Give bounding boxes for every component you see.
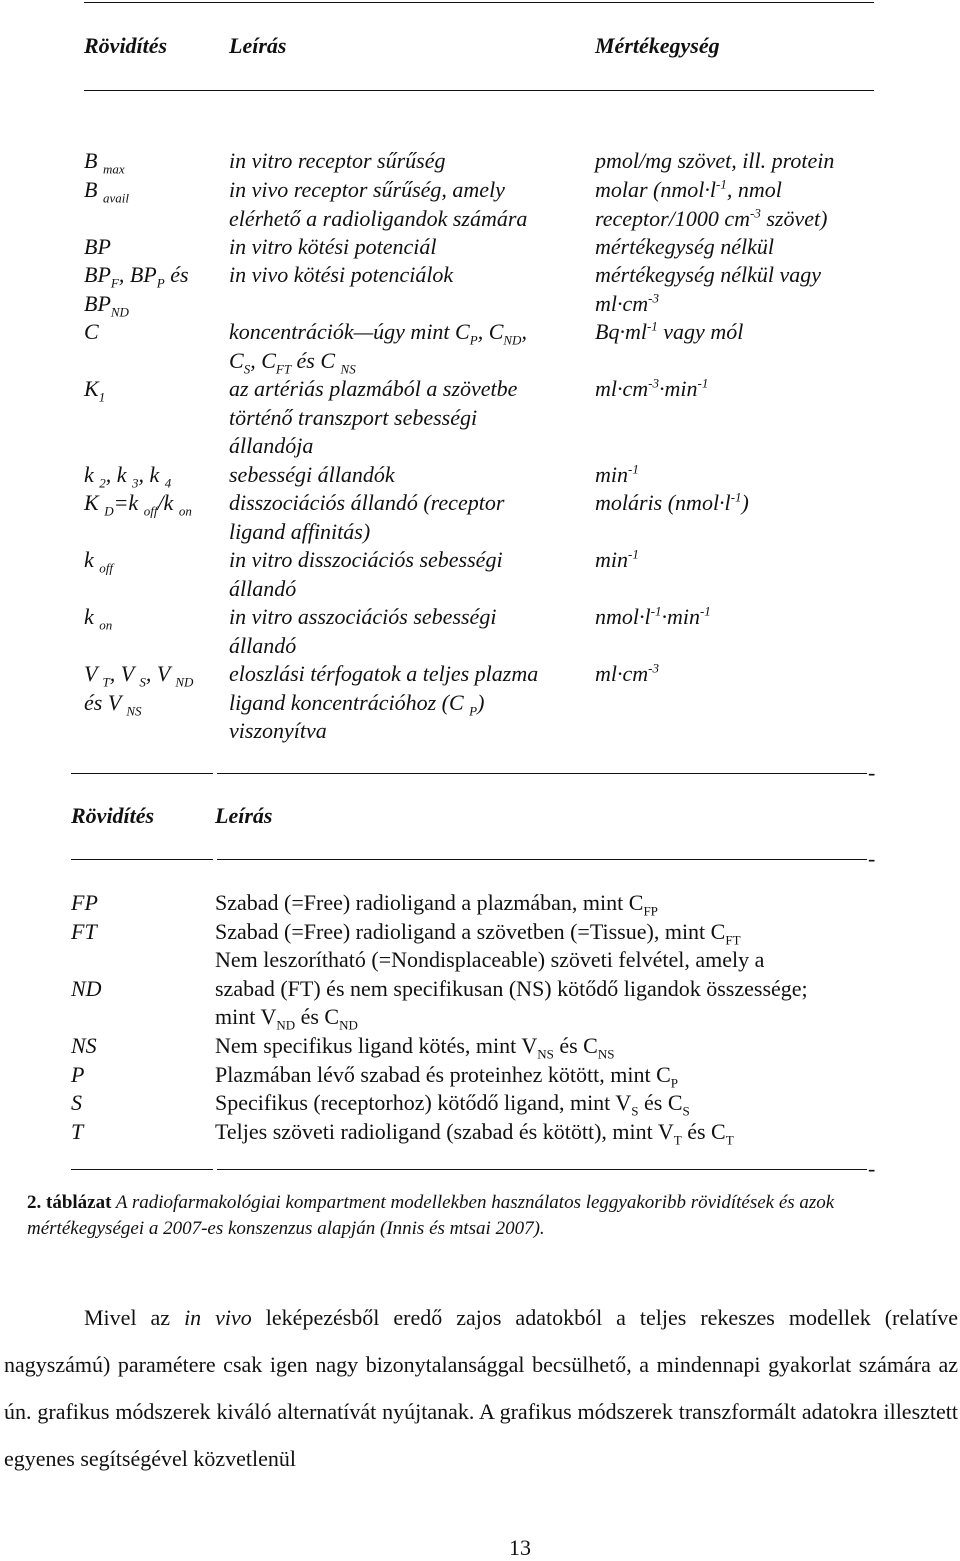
table1-header-rule [84,90,874,91]
rule-dash: - [868,760,876,785]
table1-abbr: C [84,319,99,344]
table1-top-rule [84,2,874,3]
table1-unit: mértékegység nélkül [595,234,774,259]
table1-header-abbr: Rövidítés [84,33,168,58]
table1-desc: in vivo kötési potenciálok [229,262,454,287]
table1-desc: sebességi állandók [229,462,395,487]
table2-abbr: NS [71,1033,97,1058]
table1-header-unit: Mértékegység [595,33,720,58]
table2-desc: Szabad (=Free) radioligand a szövetben (=Tissue), mint $C_{FT}$ [215,918,741,947]
rule-dash: - [868,846,876,871]
table2-desc: Nem specifikus ligand kötés, mint $V_{NS}$ és $C_{NS}$ [215,1033,615,1062]
table1-abbr: $K_1$ [84,376,106,405]
table2-desc: Plazmában lévő szabad és proteinhez kötött, mint $C_P$ [215,1061,679,1090]
page-number: 13 [509,1535,531,1560]
table1-desc: in vitro receptor sűrűség [229,148,446,173]
paragraph-emph: in vivo [184,1305,252,1330]
table1-unit: $ml\cdot cm^{-3}\cdot\min^{-1}$ [595,375,709,401]
table1-abbr: k $_{off}$ [84,547,113,576]
table1-unit: moláris $(nmol\cdot l^{-1})$ [595,489,749,515]
table1-abbr: K $_D$=k $_{off}$/k $_{on}$ [84,490,192,519]
table1-bottom-rule-2 [217,773,867,774]
table2-abbr: FT [71,918,97,944]
table2-desc: Nem leszorítható (=Nondisplaceable) szöveti felvétel, amely a szabad (FT) és nem specifikusan (NS) kötődő ligandok összessége; mint $V_{ND}$ és $C_{ND}$ [215,947,808,1033]
table1-unit: molar ($nmol\cdot l^{-1}$, nmol receptor/1000 $cm^{-3}$ szövet) [595,176,828,231]
table1-unit: $nmol\cdot l^{-1}\cdot\min^{-1}$ [595,603,711,629]
body-paragraph [4,1294,958,1482]
table2-abbr: P [71,1061,85,1087]
table1-unit: $\min^{-1}$ [595,546,639,572]
table1-abbr: B $_{max}$ [84,148,125,177]
table1-desc: disszociációs állandó (receptor ligand affinitás) [229,490,505,544]
table1-desc: az artériás plazmából a szövetbe történő transzport sebességi állandója [229,376,518,459]
table2-desc: Specifikus (receptorhoz) kötődő ligand, mint $V_S$ és $C_S$ [215,1090,690,1119]
table1-desc: eloszlási térfogatok a teljes plazma ligand koncentrációhoz (C $_P$) viszonyítva [229,661,539,744]
rule-dash: - [868,1156,876,1181]
table2-abbr: T [71,1118,84,1144]
table1-bottom-rule [71,773,213,774]
table2-abbr: ND [71,975,102,1001]
table2-abbr: FP [71,890,98,915]
table1-desc: koncentrációk—úgy mint $C_P$, $C_{ND}$, $C_S$, $C_{FT}$ és C $_{NS}$ [229,319,527,376]
table1-desc: in vitro disszociációs sebességi állandó [229,547,503,601]
table1-abbr: B $_{avail}$ [84,177,129,206]
table2-header-rule-2 [217,859,867,860]
table1-header-desc: Leírás [229,33,287,58]
paragraph-before: Mivel az [84,1305,185,1330]
table1-unit: mértékegység nélkül vagy $ml\cdot cm^{-3}$ [595,262,821,316]
table1-abbr: BP [84,234,111,259]
table1-unit: pmol/mg szövet, ill. protein [595,148,835,173]
table2-abbr: S [71,1090,82,1116]
table2-bottom-rule [71,1169,213,1170]
table1-unit: $\min^{-1}$ [595,461,639,487]
table1-desc: in vitro kötési potenciál [229,234,437,259]
table-caption [27,1190,937,1242]
caption-text: A radiofarmakológiai kompartment modellekben használatos leggyakoribb rövidítések és azok mértékegységei a 2007-es konszenzus alapján (Innis és mtsai 2007). [27,1192,835,1239]
table1-desc: in vitro asszociációs sebességi állandó [229,604,497,658]
table2-header-rule [71,859,213,860]
caption-label: 2. táblázat [27,1192,112,1213]
table1-abbr: $BP_F$, $BP_P$ és $BP_{ND}$ [84,262,189,319]
table1-abbr: V $_T$, V $_S$, V $_{ND}$ és V $_{NS}$ [84,661,194,718]
table2-bottom-rule-2 [217,1169,867,1170]
table1-desc: in vivo receptor sűrűség, amely elérhető a radioligandok számára [229,177,528,231]
paragraph-after: leképezésből eredő zajos adatokból a teljes rekeszes modellek (relatíve nagyszámú) paramétere csak igen nagy bizonytalansággal becsülhető, a mindennapi gyakorlat számára az ún. grafikus módszerek kiváló alternatívát nyújtanak. A grafikus módszerek transzformált adatokra illesztett egyenes segítségével közvetlenül [4,1305,958,1471]
table1-unit: $Bq\cdot ml^{-1}$ vagy mól [595,318,744,344]
table1-abbr: k $_2$, k $_3$, k $_4$ [84,462,172,491]
table2-desc: Teljes szöveti radioligand (szabad és kötött), mint $V_T$ és $C_T$ [215,1118,734,1148]
table2-header-abbr: Rövidítés [71,803,155,828]
table2-desc: Szabad (=Free) radioligand a plazmában, mint $C_{FP}$ [215,890,658,919]
table1-unit: $ml\cdot cm^{-3}$ [595,660,659,686]
table1-abbr: k $_{on}$ [84,604,113,633]
table2-header-desc: Leírás [215,803,273,828]
